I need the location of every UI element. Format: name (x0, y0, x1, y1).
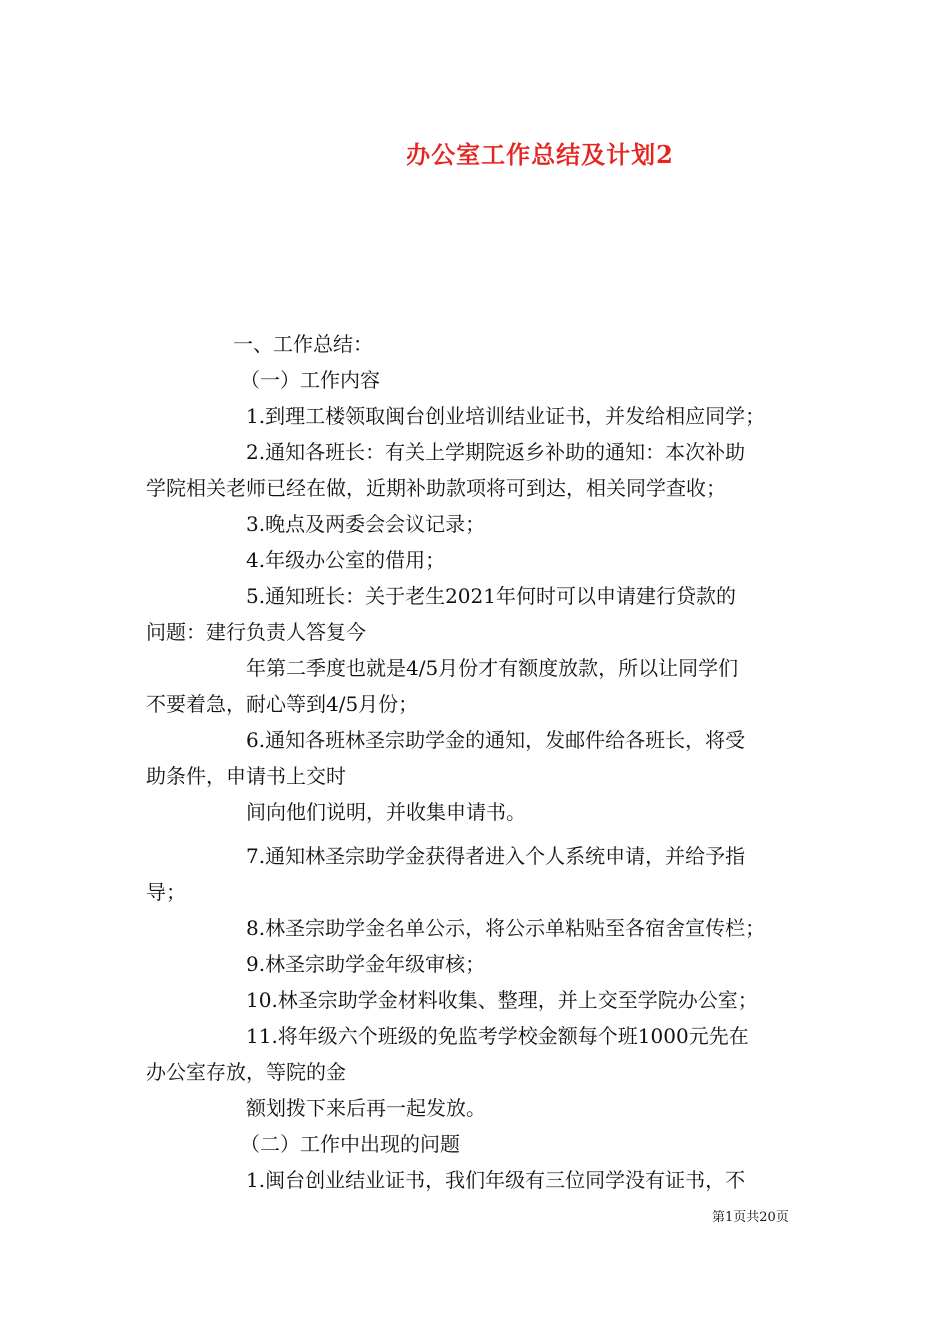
paragraph-line: 1.到理工楼领取闽台创业培训结业证书，并发给相应同学； (246, 404, 766, 428)
paragraph-line: 学院相关老师已经在做，近期补助款项将可到达，相关同学查收； (146, 476, 726, 500)
paragraph-line: 不要着急，耐心等到4/5月份； (146, 692, 419, 716)
paragraph-line: 11.将年级六个班级的免监考学校金额每个班1000元先在 (246, 1024, 749, 1048)
paragraph-line: 5.通知班长：关于老生2021年何时可以申请建行贷款的 (246, 584, 736, 608)
document-title: 办公室工作总结及计划2 (406, 140, 674, 169)
paragraph-line: 4.年级办公室的借用； (246, 548, 446, 572)
section-heading: 一、工作总结： (233, 332, 373, 356)
page-number: 第1页共20页 (712, 1210, 789, 1225)
paragraph-line: 间向他们说明，并收集申请书。 (246, 800, 526, 824)
paragraph-line: 10.林圣宗助学金材料收集、整理，并上交至学院办公室； (246, 988, 758, 1012)
paragraph-line: 7.通知林圣宗助学金获得者进入个人系统申请，并给予指 (246, 844, 746, 868)
paragraph-line: 额划拨下来后再一起发放。 (246, 1096, 486, 1120)
paragraph-line: 9.林圣宗助学金年级审核； (246, 952, 486, 976)
paragraph-line: 8.林圣宗助学金名单公示，将公示单粘贴至各宿舍宣传栏； (246, 916, 766, 940)
paragraph-line: 2.通知各班长：有关上学期院返乡补助的通知：本次补助 (246, 440, 746, 464)
paragraph-line: 1.闽台创业结业证书，我们年级有三位同学没有证书，不 (246, 1168, 746, 1192)
subsection-heading: （一）工作内容 (240, 368, 380, 392)
subsection-heading: （二）工作中出现的问题 (240, 1132, 460, 1156)
paragraph-line: 年第二季度也就是4/5月份才有额度放款，所以让同学们 (246, 656, 739, 680)
paragraph-line: 导； (146, 880, 186, 904)
paragraph-line: 6.通知各班林圣宗助学金的通知，发邮件给各班长，将受 (246, 728, 746, 752)
paragraph-line: 助条件，申请书上交时 (146, 764, 346, 788)
paragraph-line: 办公室存放，等院的金 (146, 1060, 346, 1084)
paragraph-line: 问题：建行负责人答复今 (146, 620, 366, 644)
paragraph-line: 3.晚点及两委会会议记录； (246, 512, 486, 536)
